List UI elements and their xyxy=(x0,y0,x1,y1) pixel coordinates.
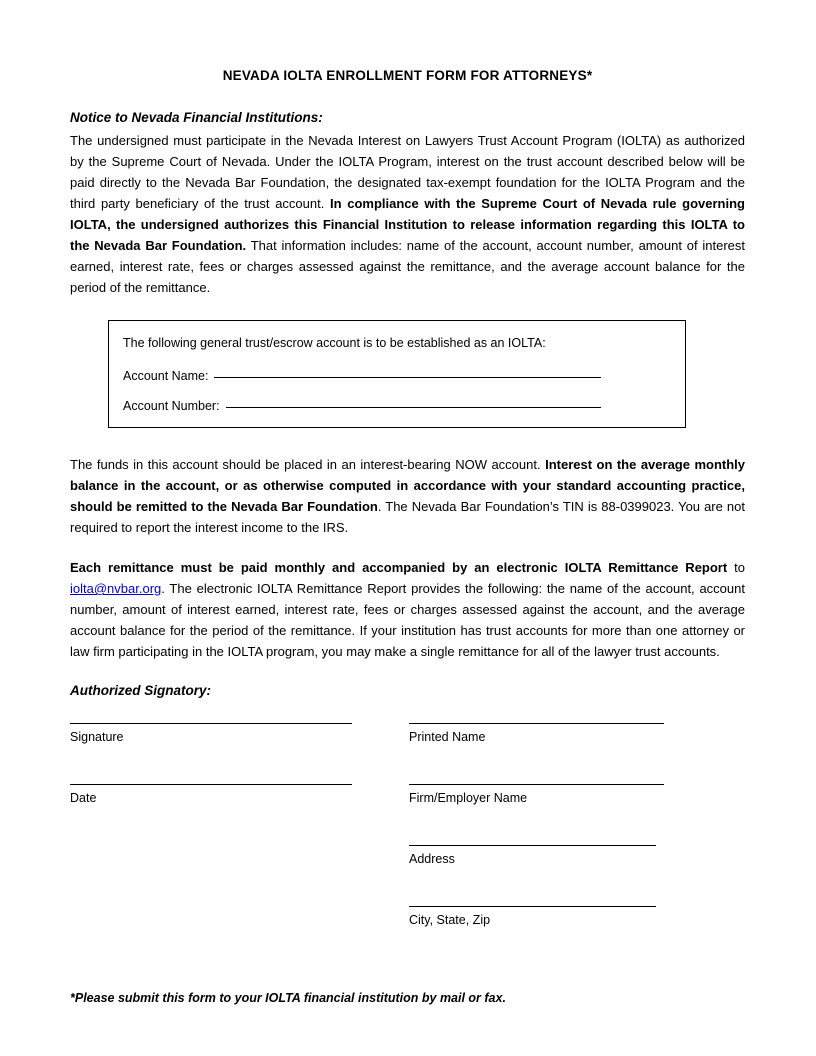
signature-field-city-state-zip xyxy=(409,906,745,929)
signature-row-3 xyxy=(70,845,745,868)
printed-name-label: Printed Name xyxy=(409,729,486,744)
spacer-before-signatory xyxy=(70,662,745,681)
signature-spacer-col-1 xyxy=(70,845,409,868)
account-number-input[interactable] xyxy=(226,407,601,408)
signature-field-firm-name xyxy=(409,784,745,807)
account-number-row xyxy=(123,399,671,413)
paragraph-remittance-part1: to xyxy=(727,560,745,576)
signature-spacer-3 xyxy=(70,868,745,906)
page-title: NEVADA IOLTA ENROLLMENT FORM FOR ATTORNEYS* xyxy=(222,68,593,83)
spacer-before-remittance xyxy=(70,538,745,557)
signature-block xyxy=(70,723,745,930)
signature-spacer-2 xyxy=(70,807,745,845)
signature-spacer-1 xyxy=(70,746,745,784)
firm-name-label: Firm/Employer Name xyxy=(409,790,528,805)
document-content xyxy=(70,68,745,1008)
paragraph-notice xyxy=(70,130,745,298)
signature-spacer-col-2 xyxy=(70,906,409,929)
paragraph-notice-part2: That information includes: name of the account, account number, amount of interest earned, interest rate, fees or charges assessed against the remittance, and the average account balance for the period of the remittance. xyxy=(70,237,745,296)
paragraph-now-bold: Interest on the average monthly balance in the account, or as otherwise computed in accordance with your standard accounting practice, should be remitted to the Nevada Bar Foundation xyxy=(70,456,745,514)
iolta-email-link[interactable]: iolta@nvbar.org xyxy=(70,581,162,597)
account-number-label: Account Number: xyxy=(123,398,220,413)
signature-field-signature xyxy=(70,723,409,746)
paragraph-now-account xyxy=(70,454,745,538)
submission-footnote: *Please submit this form to your IOLTA financial institution by mail or fax. xyxy=(70,991,506,1006)
date-label: Date xyxy=(70,790,97,805)
signature-field-address xyxy=(409,845,745,868)
signature-row-1 xyxy=(70,723,745,746)
account-details-box xyxy=(108,320,686,428)
account-name-row xyxy=(123,369,671,383)
paragraph-remittance-bold: Each remittance must be paid monthly and accompanied by an electronic IOLTA Remittance Report xyxy=(70,560,728,576)
notice-heading: Notice to Nevada Financial Institutions: xyxy=(70,110,323,126)
paragraph-notice-bold: In compliance with the Supreme Court of Nevada rule governing IOLTA, the undersigned authorizes this Financial Institution to release information regarding this IOLTA to the Nevada Bar Foundation. xyxy=(70,195,745,253)
paragraph-now-part2: . The Nevada Bar Foundation’s TIN is 88-0399023. You are not required to report the interest income to the IRS. xyxy=(70,498,745,536)
paragraph-now-part1: The funds in this account should be placed in an interest-bearing NOW account. xyxy=(70,456,546,472)
authorized-signatory-heading: Authorized Signatory: xyxy=(70,683,211,699)
address-label: Address xyxy=(409,852,455,867)
paragraph-notice-part1: The undersigned must participate in the Nevada Interest on Lawyers Trust Account Program (IOLTA) as authorized by the Supreme Court of Nevada. Under the IOLTA Program, interest on the trust account described below will be paid directly to the Nevada Bar Foundation, the designated tax-exempt foundation for the IOLTA Program and the third party beneficiary of the trust account. xyxy=(70,132,745,211)
account-name-input[interactable] xyxy=(214,377,601,378)
signature-row-4 xyxy=(70,906,745,929)
account-box-intro: The following general trust/escrow account is to be established as an IOLTA: xyxy=(123,336,546,351)
paragraph-remittance xyxy=(70,557,745,662)
signature-field-printed-name xyxy=(409,723,745,746)
city-state-zip-label: City, State, Zip xyxy=(409,913,491,928)
signature-row-2 xyxy=(70,784,745,807)
paragraph-remittance-part2: . The electronic IOLTA Remittance Report provides the following: the name of the account, account number, amount of interest earned, interest rate, fees or charges assessed against the account, and the average account balance for the period of the remittance. If your institution has trust accounts for more than one attorney or law firm participating in the IOLTA program, you may make a single remittance for all of the lawyer trust accounts. xyxy=(70,581,745,660)
account-name-label: Account Name: xyxy=(123,368,209,383)
footnote-wrap xyxy=(70,989,745,1008)
signature-field-date xyxy=(70,784,409,807)
signature-label: Signature xyxy=(70,729,124,744)
spacer-after-box xyxy=(70,428,745,454)
